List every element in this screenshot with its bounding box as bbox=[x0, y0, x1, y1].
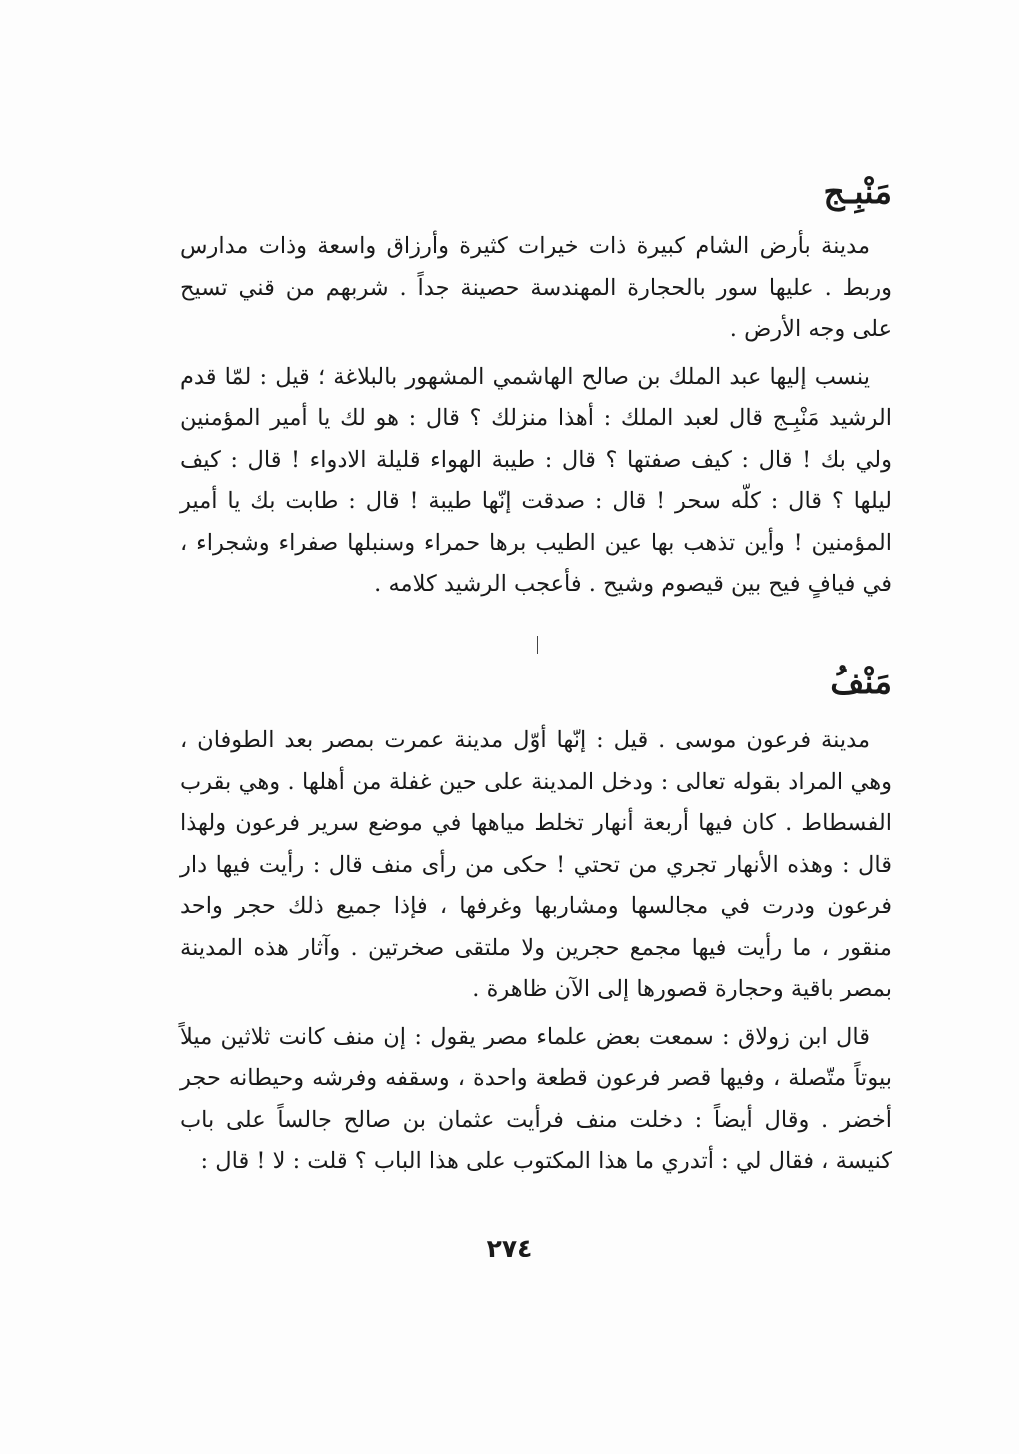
entry-body-manbij bbox=[180, 226, 892, 606]
entry-title: مَنْفُ bbox=[830, 662, 892, 701]
paragraph: ينسب إليها عبد الملك بن صالح الهاشمي المشهور بالبلاغة ؛ قيل : لمّا قدم الرشيد مَنْبِـج قال لعبد الملك : أهذا منزلك ؟ قال : هو لك يا أمير المؤمنين ولي بك ! قال : كيف صفتها ؟ قال : طيبة الهواء قليلة الادواء ! قال : كيف ليلها ؟ قال : كلّه سحر ! قال : صدقت إنّها طيبة ! قال : طابت بك يا أمير المؤمنين ! وأين تذهب بها عين الطيب برها حمراء وسنبلها صفراء وشجراء ، في فيافٍ فيح بين قيصوم وشيح . فأعجب الرشيد كلامه . bbox=[180, 363, 892, 597]
entry-heading-manbij bbox=[180, 170, 892, 214]
paragraph: مدينة فرعون موسى . قيل : إنّها أوّل مدينة عمرت بمصر بعد الطوفان ، وهي المراد بقوله تعالى : ودخل المدينة على حين غفلة من أهلها . وهي بقرب الفسطاط . كان فيها أربعة أنهار تخلط مياهها في موضع سرير فرعون ولهذا قال : وهذه الأنهار تجري من تحتي ! حكى من رأى منف قال : رأيت فيها دار فرعون ودرت في مجالسها ومشاربها وغرفها ، فإذا جميع ذلك حجر واحد منقور ، ما رأيت فيها مجمع حجرين ولا ملتقى صخرتين . وآثار هذه المدينة بمصر باقية وحجارة قصورها إلى الآن ظاهرة . bbox=[180, 727, 892, 1002]
page-number: ٢٧٤ bbox=[486, 1234, 533, 1263]
stray-mark bbox=[537, 636, 538, 654]
entry-body-manf bbox=[180, 720, 892, 1183]
paragraph: مدينة بأرض الشام كبيرة ذات خيرات كثيرة وأرزاق واسعة وذات مدارس وربط . عليها سور بالحجارة المهندسة حصينة جداً . شربهم من قني تسيح على وجه الأرض . bbox=[180, 233, 892, 342]
paragraph: قال ابن زولاق : سمعت بعض علماء مصر يقول : إن منف كانت ثلاثين ميلاً بيوتاً متّصلة ، وفيها قصر فرعون قطعة واحدة ، وسقفه وفرشه وحيطانه حجر أخضر . وقال أيضاً : دخلت منف فرأيت عثمان بن صالح جالساً على باب كنيسة ، فقال لي : أتدري ما هذا المكتوب على هذا الباب ؟ قلت : لا ! قال : bbox=[180, 1023, 892, 1174]
entry-title: مَنْبِـج bbox=[823, 172, 892, 211]
entry-heading-manf bbox=[180, 660, 892, 704]
